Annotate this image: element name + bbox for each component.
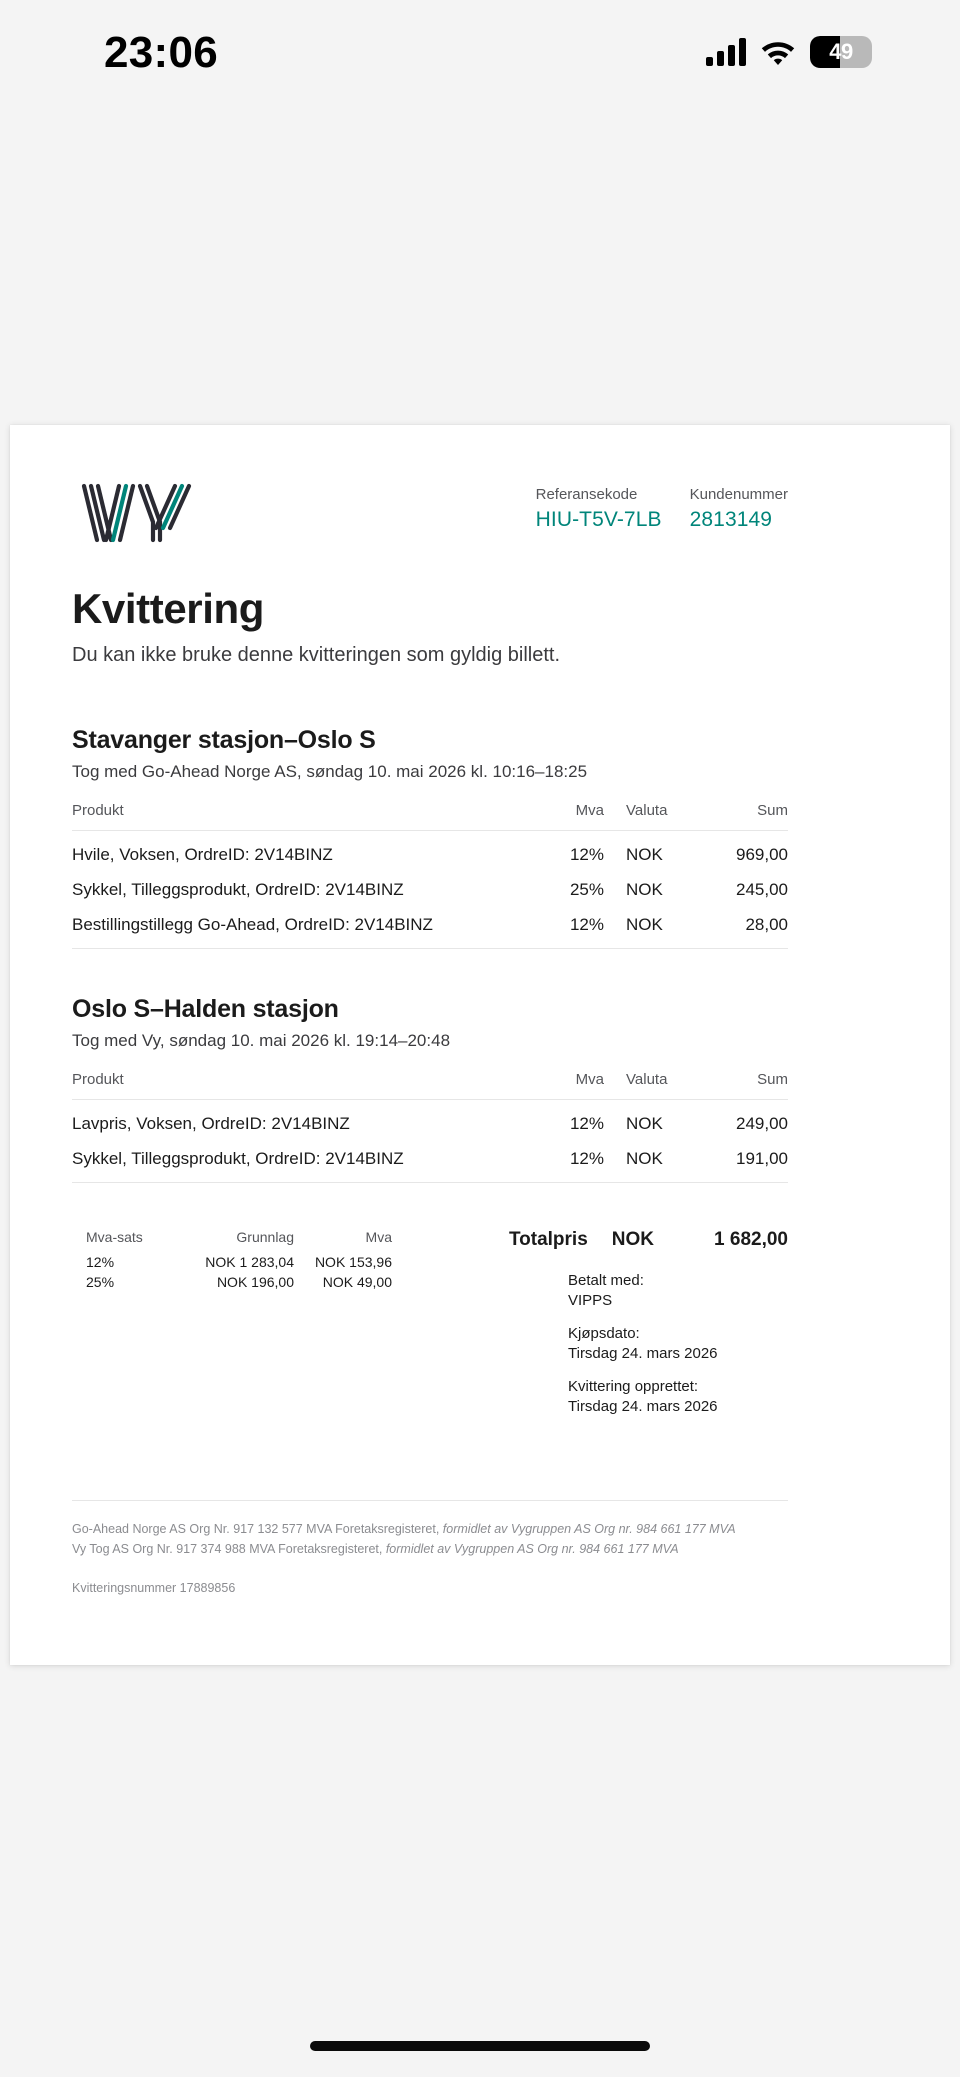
vat-cell-base: NOK 1 283,04 (205, 1254, 294, 1270)
items-table (72, 1071, 788, 1183)
cell-vat: 12% (569, 845, 604, 864)
vat-cell-rate: 25% (86, 1274, 115, 1290)
legal-line-1-text: Go-Ahead Norge AS Org Nr. 917 132 577 MVA Foretaksregisteret, (72, 1522, 443, 1536)
column-header-sum: Sum (680, 1071, 788, 1100)
paid-with-label: Betalt med: (568, 1272, 644, 1289)
legal-line-2-emphasis: formidlet av Vygruppen AS Org nr. 984 661 177 MVA (385, 1542, 679, 1556)
cell-product: Sykkel, Tilleggsprodukt, OrdreID: 2V14BINZ (72, 1141, 530, 1183)
page-title: Kvittering (72, 585, 265, 632)
cell-currency: NOK (626, 880, 663, 899)
table-row (72, 872, 788, 907)
cell-sum: 28,00 (680, 907, 788, 949)
vat-cell-rate: 12% (86, 1254, 115, 1270)
cell-currency: NOK (604, 1141, 680, 1183)
purchase-date-value: Tirsdag 24. mars 2026 (568, 1345, 718, 1362)
journey-section (72, 993, 788, 1183)
cell-vat: 12% (569, 1114, 604, 1133)
cell-currency: NOK (626, 845, 663, 864)
battery-icon (810, 36, 872, 68)
cell-product: Lavpris, Voksen, OrdreID: 2V14BINZ (72, 1114, 350, 1133)
status-bar (0, 0, 960, 100)
wifi-icon (760, 38, 796, 66)
cell-vat: 12% (530, 907, 604, 949)
vat-column-header-rate: Mva-sats (86, 1229, 143, 1245)
cell-product: Sykkel, Tilleggsprodukt, OrdreID: 2V14BINZ (72, 880, 404, 899)
cell-sum: 191,00 (680, 1141, 788, 1183)
vy-logo-icon (80, 482, 198, 553)
purchase-date-group (568, 1324, 788, 1364)
table-header-row (72, 802, 788, 831)
legal-line-1-emphasis: formidlet av Vygruppen AS Org nr. 984 661 177 MVA (442, 1522, 736, 1536)
status-bar-clock: 23:06 (104, 28, 219, 77)
cell-product: Hvile, Voksen, OrdreID: 2V14BINZ (72, 845, 333, 864)
reference-code-label: Referansekode (535, 486, 638, 503)
total-currency: NOK (611, 1229, 654, 1250)
journey-meta: Tog med Vy, søndag 10. mai 2026 kl. 19:14–20:48 (72, 1031, 451, 1050)
cell-vat: 12% (530, 1141, 604, 1183)
receipt-created-label: Kvittering opprettet: (568, 1378, 699, 1395)
column-header-vat: Mva (530, 802, 604, 831)
cell-vat: 25% (569, 880, 604, 899)
summary-section (72, 1229, 788, 1415)
receipt-card (10, 425, 950, 1665)
receipt-created-group (568, 1377, 788, 1417)
cellular-signal-icon (706, 38, 746, 66)
cell-sum: 245,00 (736, 880, 788, 899)
table-header-row (72, 1071, 788, 1100)
reference-block (536, 485, 788, 533)
vat-row (86, 1272, 392, 1292)
total-amount: 1 682,00 (714, 1229, 788, 1250)
cell-product: Bestillingstillegg Go-Ahead, OrdreID: 2V14BINZ (72, 907, 530, 949)
column-header-currency: Valuta (604, 802, 680, 831)
vat-row (86, 1252, 392, 1272)
paid-with-group (568, 1271, 788, 1311)
vat-column-header-base: Grunnlag (236, 1229, 294, 1245)
column-header-product: Produkt (72, 1071, 530, 1100)
column-header-product: Produkt (72, 802, 530, 831)
journey-meta: Tog med Go-Ahead Norge AS, søndag 10. mai 2026 kl. 10:16–18:25 (72, 762, 588, 781)
cell-currency: NOK (604, 907, 680, 949)
receipt-created-value: Tirsdag 24. mars 2026 (568, 1398, 718, 1415)
column-header-vat: Mva (530, 1071, 604, 1100)
paid-with-value: VIPPS (568, 1292, 613, 1309)
items-table (72, 802, 788, 949)
status-bar-icons (706, 36, 872, 68)
home-indicator[interactable] (310, 2041, 650, 2051)
vat-column-header-vat: Mva (365, 1229, 392, 1245)
receipt-header (72, 425, 788, 545)
battery-percentage: 49 (829, 39, 853, 64)
total-label: Totalpris (508, 1229, 588, 1250)
journey-title: Oslo S–Halden stasjon (72, 995, 339, 1023)
vat-cell-base: NOK 196,00 (216, 1274, 294, 1290)
legal-line-2 (72, 1539, 788, 1559)
cell-sum: 249,00 (736, 1114, 788, 1133)
journey-section (72, 724, 788, 949)
vat-cell-vat: NOK 49,00 (322, 1274, 392, 1290)
table-row (72, 907, 788, 949)
total-row (509, 1229, 788, 1251)
payment-details (568, 1271, 788, 1417)
customer-number-label: Kundenummer (689, 486, 788, 503)
vat-header-row (86, 1229, 392, 1252)
table-row (72, 1100, 788, 1142)
cell-currency: NOK (626, 1114, 663, 1133)
journey-title: Stavanger stasjon–Oslo S (72, 726, 376, 754)
page-subtitle: Du kan ikke bruke denne kvitteringen som gyldig billett. (72, 644, 561, 666)
customer-number-column (690, 485, 788, 533)
reference-code-value: HIU-T5V-7LB (535, 508, 662, 531)
purchase-date-label: Kjøpsdato: (568, 1325, 640, 1342)
cell-sum: 969,00 (736, 845, 788, 864)
receipt-footer (72, 1500, 788, 1597)
column-header-sum: Sum (680, 802, 788, 831)
table-row (72, 831, 788, 873)
reference-code-column (536, 485, 662, 533)
legal-line-1 (72, 1519, 788, 1539)
customer-number-value: 2813149 (689, 508, 773, 531)
column-header-currency: Valuta (604, 1071, 680, 1100)
receipt-number: Kvitteringsnummer 17889856 (72, 1581, 236, 1595)
vat-cell-vat: NOK 153,96 (314, 1254, 392, 1270)
vat-breakdown-table (86, 1229, 392, 1292)
table-row (72, 1141, 788, 1183)
legal-line-2-text: Vy Tog AS Org Nr. 917 374 988 MVA Foretaksregisteret, (72, 1542, 386, 1556)
